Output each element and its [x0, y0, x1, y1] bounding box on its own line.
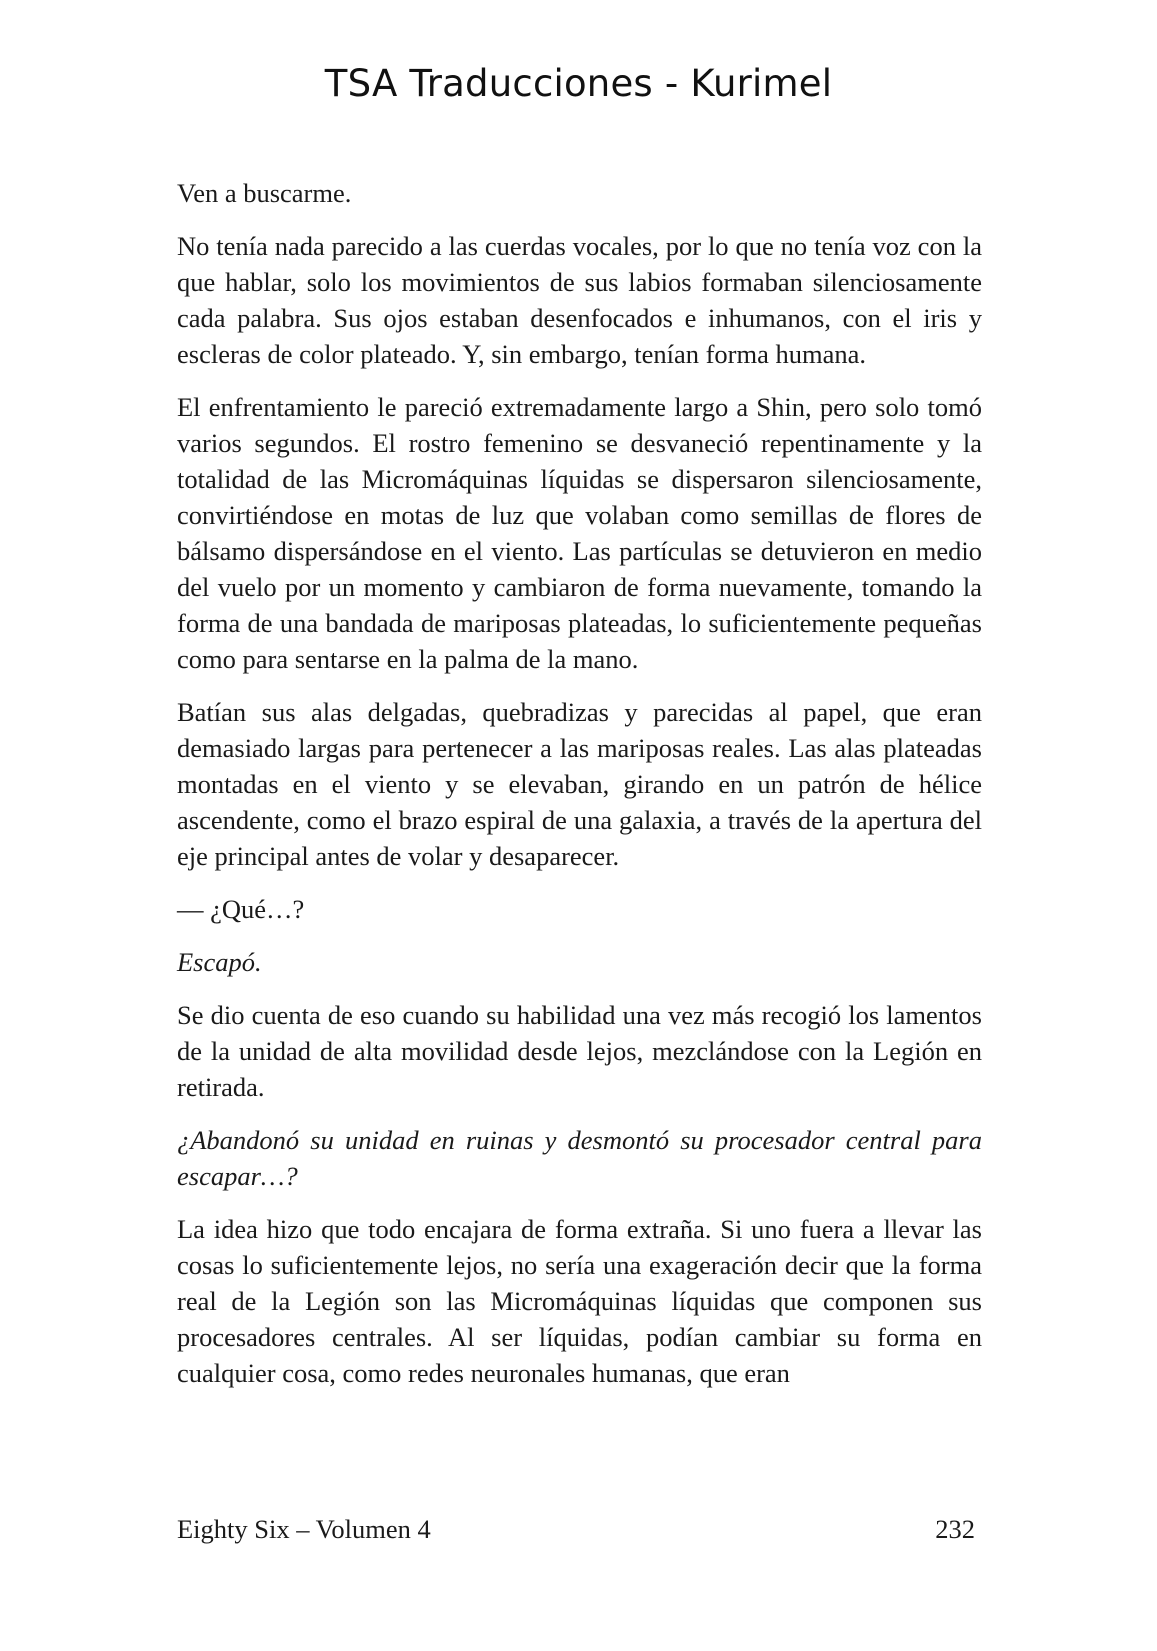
page-footer: [177, 1514, 975, 1545]
paragraph-1: Ven a buscarme.: [177, 178, 352, 208]
page-body: [177, 175, 982, 1408]
page-header-title: TSA Traducciones - Kurimel: [324, 62, 833, 105]
paragraph-8: ¿Abandonó su unidad en ruinas y desmontó su procesador central para escapar…?: [177, 1125, 982, 1191]
paragraph-2: No tenía nada parecido a las cuerdas vocales, por lo que no tenía voz con la que hablar, solo los movimientos de sus labios formaban silenciosamente cada palabra. Sus ojos estaban desenfocados e inhumanos, con el iris y escleras de color plateado. Y, sin embargo, tenían forma humana.: [177, 231, 982, 369]
paragraph-5: — ¿Qué…?: [177, 894, 305, 924]
paragraph-9: La idea hizo que todo encajara de forma extraña. Si uno fuera a llevar las cosas lo suficientemente lejos, no sería una exageración decir que la forma real de la Legión son las Micromáquinas líquidas que componen sus procesadores centrales. Al ser líquidas, podían cambiar su forma en cualquier cosa, como redes neuronales humanas, que eran: [177, 1214, 982, 1388]
paragraph-3: El enfrentamiento le pareció extremadamente largo a Shin, pero solo tomó varios segundos. El rostro femenino se desvaneció repentinamente y la totalidad de las Micromáquinas líquidas se dispersaron silenciosamente, convirtiéndose en motas de luz que volaban como semillas de flores de bálsamo dispersándose en el viento. Las partículas se detuvieron en medio del vuelo por un momento y cambiaron de forma nuevamente, tomando la forma de una bandada de mariposas plateadas, lo suficientemente pequeñas como para sentarse en la palma de la mano.: [177, 392, 982, 674]
paragraph-4: Batían sus alas delgadas, quebradizas y parecidas al papel, que eran demasiado largas para pertenecer a las mariposas reales. Las alas plateadas montadas en el viento y se elevaban, girando en un patrón de hélice ascendente, como el brazo espiral de una galaxia, a través de la apertura del eje principal antes de volar y desaparecer.: [177, 697, 982, 871]
footer-page-number: 232: [935, 1514, 975, 1544]
footer-book-title: Eighty Six – Volumen 4: [177, 1514, 431, 1544]
paragraph-6: Escapó.: [177, 947, 262, 977]
paragraph-7: Se dio cuenta de eso cuando su habilidad una vez más recogió los lamentos de la unidad de alta movilidad desde lejos, mezclándose con la Legión en retirada.: [177, 1000, 982, 1102]
